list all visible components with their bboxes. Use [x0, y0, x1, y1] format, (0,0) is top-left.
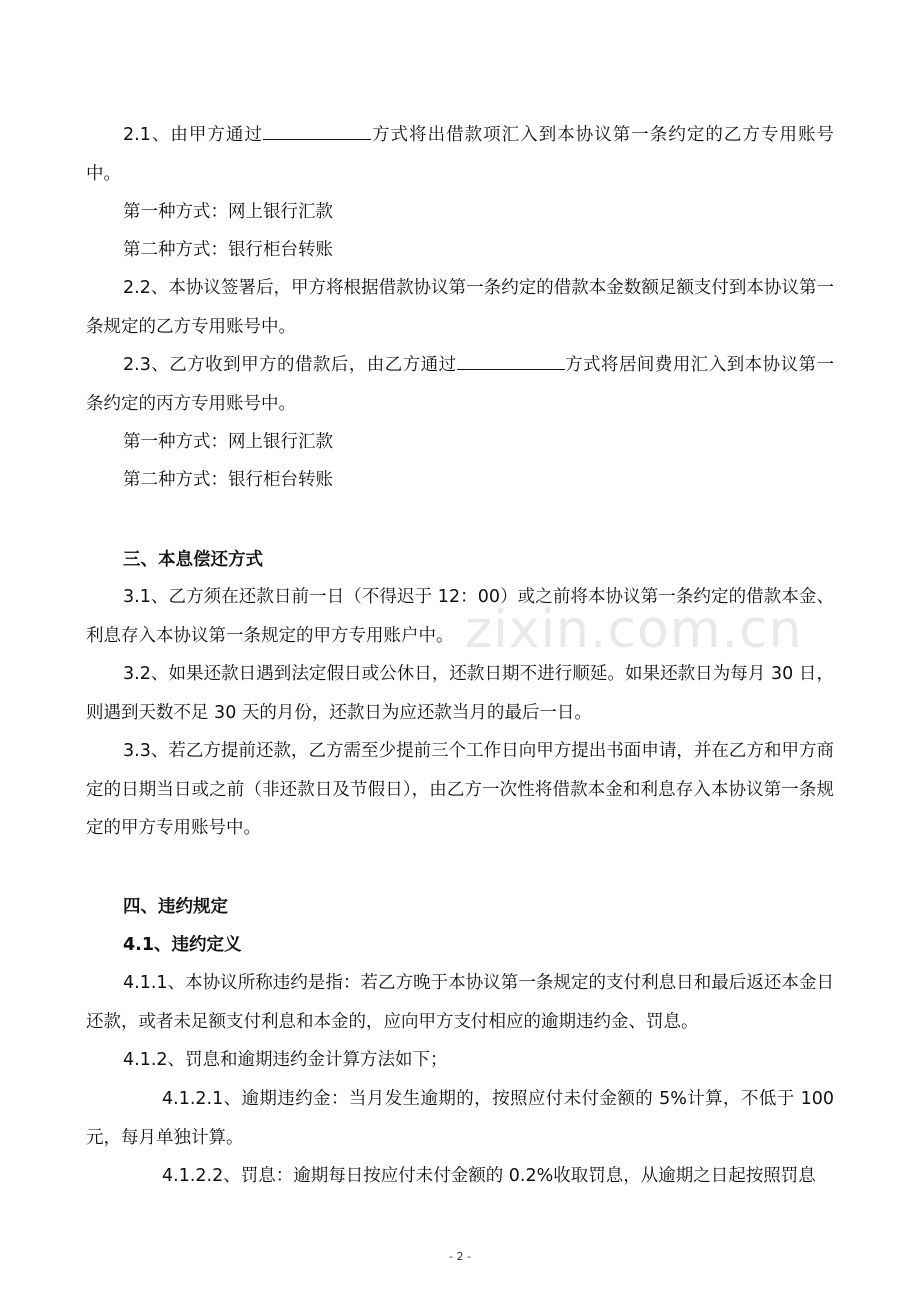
paragraph-4-1-2-1: 4.1.2.1、逾期违约金：当月发生逾期的，按照应付未付金额的 5%计算，不低于 100 元，每月单独计算。	[86, 1089, 834, 1148]
paragraph-2-2: 2.2、本协议签署后，甲方将根据借款协议第一条约定的借款本金数额足额支付到本协议第一条规定的乙方专用账号中。	[86, 278, 834, 337]
paragraph-3-2: 3.2、如果还款日遇到法定假日或公休日，还款日期不进行顺延。如果还款日为每月 30 日，则遇到天数不足 30 天的月份，还款日为应还款当月的最后一日。	[86, 664, 834, 723]
fill-in-blank-transfer-method[interactable]	[263, 117, 371, 140]
paragraph-2-3-start: 2.3、乙方收到甲方的借款后，由乙方通过	[123, 355, 457, 375]
paragraph-2-3-end: 方式将居间费用汇入到本协议第一条约定的丙方专用账号中。	[86, 355, 834, 414]
paragraph-method-3: 第一种方式：网上银行汇款	[123, 432, 333, 452]
section-heading-4: 四、违约规定	[123, 897, 228, 917]
paragraph-method-4: 第二种方式：银行柜台转账	[123, 470, 333, 490]
paragraph-3-1: 3.1、乙方须在还款日前一日（不得迟于 12：00）或之前将本协议第一条约定的借款本金、利息存入本协议第一条规定的甲方专用账户中。	[86, 587, 834, 646]
page-number: - 2 -	[449, 1250, 471, 1263]
paragraph-2-1-end: 方式将出借款项汇入到本协议第一条约定的乙方专用账号中。	[86, 125, 834, 184]
paragraph-3-3: 3.3、若乙方提前还款，乙方需至少提前三个工作日向甲方提出书面申请，并在乙方和甲方商定的日期当日或之前（非还款日及节假日），由乙方一次性将借款本金和利息存入本协议第一条规定的甲方专用账号中。	[86, 741, 834, 838]
paragraph-method-2: 第二种方式：银行柜台转账	[123, 240, 333, 260]
watermark: zixin.com.cn	[465, 600, 803, 660]
paragraph-2-1-start: 2.1、由甲方通过	[123, 125, 263, 145]
fill-in-blank-fee-method[interactable]	[457, 347, 565, 370]
subsection-heading-4-1: 4.1、违约定义	[123, 935, 242, 955]
paragraph-method-1: 第一种方式：网上银行汇款	[123, 202, 333, 222]
paragraph-4-1-2: 4.1.2、罚息和逾期违约金计算方法如下；	[123, 1050, 448, 1070]
paragraph-4-1-2-2: 4.1.2.2、罚息：逾期每日按应付未付金额的 0.2%收取罚息，从逾期之日起按照罚息	[162, 1166, 816, 1186]
paragraph-2-1	[86, 116, 834, 193]
section-heading-3: 三、本息偿还方式	[123, 550, 263, 570]
paragraph-2-3	[86, 346, 834, 423]
paragraph-4-1-1: 4.1.1、本协议所称违约是指：若乙方晚于本协议第一条规定的支付利息日和最后返还本金日还款，或者未足额支付利息和本金的，应向甲方支付相应的逾期违约金、罚息。	[86, 973, 834, 1032]
